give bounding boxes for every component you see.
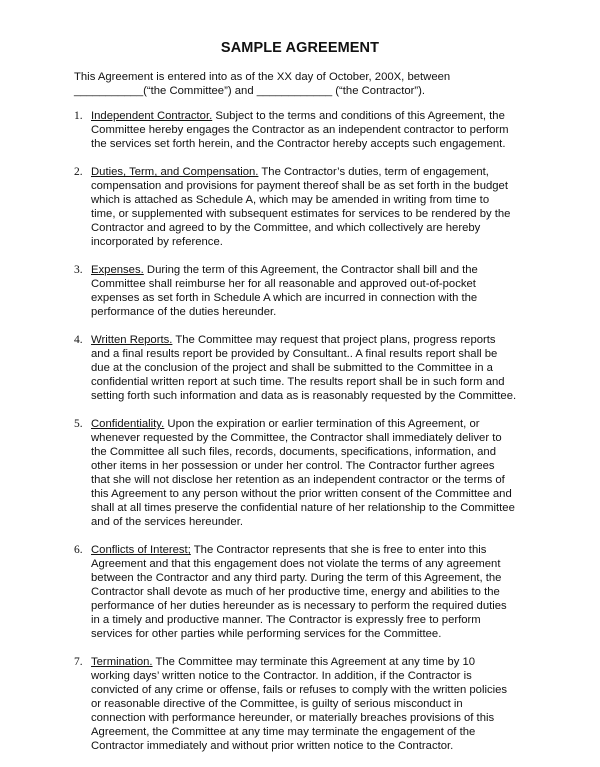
document-title: SAMPLE AGREEMENT (220, 40, 380, 56)
clause-text: Subject to the terms and conditions of this Agreement, the (212, 110, 505, 122)
clause-line: Agreement, the Committee at any time may terminate the engagement of the (91, 726, 476, 738)
clause-line: due at the conclusion of the project and shall be submitted to the Committee in a (91, 362, 493, 374)
clause-number: 2. (74, 166, 83, 178)
clause-line (91, 263, 514, 277)
clause-heading: Expenses. (91, 264, 144, 276)
clause-3 (74, 263, 514, 319)
clause-heading: Conflicts of Interest; (91, 544, 191, 556)
clause-heading: Independent Contractor. (91, 110, 213, 122)
clause-line: Committee hereby engages the Contractor as an independent contractor to perform (91, 124, 509, 136)
clause-text: Upon the expiration or earlier termination of this Agreement, or (164, 418, 480, 430)
clause-line (91, 417, 514, 431)
clause-line: performance of her duties hereunder as is necessary to perform the required duties (91, 600, 507, 612)
clause-line (91, 333, 514, 347)
clause-line: time, or supplemented with subsequent estimates for services to be rendered by the (91, 208, 511, 220)
clause-line: expenses as set forth in Schedule A which are incurred in connection with the (91, 292, 478, 304)
clause-text: The Committee may terminate this Agreement at any time by 10 (152, 656, 476, 668)
clause-line: whenever requested by the Committee, the Contractor shall immediately deliver to (91, 432, 502, 444)
clause-number: 6. (74, 544, 83, 556)
clause-heading: Duties, Term, and Compensation. (91, 166, 259, 178)
clause-line: incorporated by reference. (91, 236, 223, 248)
clause-number: 4. (74, 334, 83, 346)
clause-line: that she will not disclose her retention as an independent contractor or the terms of (91, 474, 505, 486)
clause-line: other items in her possession or under her control. The Contractor further agrees (91, 460, 495, 472)
clause-line: Contractor shall devote as much of her productive time, energy and abilities to the (91, 586, 500, 598)
clause-line: working days’ written notice to the Contractor. In addition, if the Contractor is (91, 670, 472, 682)
clause-number: 1. (74, 110, 83, 122)
clause-line: between the Contractor and any third party. During the term of this Agreement, the (91, 572, 502, 584)
clause-1 (74, 109, 514, 151)
clause-number: 5. (74, 418, 83, 430)
intro-line: ___________(“the Committee”) and ____________ (“the Contractor”). (74, 85, 426, 97)
clause-line: which is attached as Schedule A, which may be amended in writing from time to (91, 194, 490, 206)
clause-line: Contractor immediately and without prior written notice to the Contractor. (91, 740, 454, 752)
clause-line: services for other parties while performing services for the Committee. (91, 628, 442, 640)
clause-text: The Contractor represents that she is free to enter into this (190, 544, 487, 556)
clause-line (91, 165, 514, 179)
intro-paragraph (74, 70, 554, 98)
clause-line: and a final results report be provided by Consultant.. A final results report shall be (91, 348, 498, 360)
clause-line: the Committee all such files, records, documents, specifications, information, and (91, 446, 496, 458)
clause-7 (74, 655, 514, 753)
clause-line: performance of the duties hereunder. (91, 306, 277, 318)
clause-line: Contractor and agreed to by the Committee, and which collectively are hereby (91, 222, 481, 234)
clause-line (91, 543, 514, 557)
clause-heading: Termination. (91, 656, 153, 668)
clause-4 (74, 333, 517, 403)
clause-line: compensation and provisions for payment thereof shall be as set forth in the budget (91, 180, 508, 192)
clause-6 (74, 543, 514, 641)
clause-line: the services set forth herein, and the Contractor hereby accepts such engagement. (91, 138, 506, 150)
clause-list (74, 109, 517, 767)
clause-number: 3. (74, 264, 83, 276)
clause-line: convicted of any crime or offense, fails or refuses to comply with the written policies (91, 684, 508, 696)
clause-line: Agreement and that this engagement does not violate the terms of any agreement (91, 558, 501, 570)
clause-text: The Committee may request that project plans, progress reports (172, 334, 496, 346)
clause-line: this Agreement to any person without the prior written consent of the Committee and (91, 488, 512, 500)
clause-number: 7. (74, 656, 83, 668)
clause-line: setting forth such information and data as is reasonably requested by the Committee. (91, 390, 517, 402)
clause-line: Committee shall reimburse her for all reasonable and approved out-of-pocket (91, 278, 476, 290)
clause-line (91, 655, 514, 669)
clause-heading: Written Reports. (91, 334, 173, 346)
clause-2 (74, 165, 514, 249)
clause-line: shall at all times preserve the confidential nature of her relationship to the Committee (91, 502, 515, 514)
intro-line: This Agreement is entered into as of the XX day of October, 200X, between (74, 71, 451, 83)
clause-5 (74, 417, 514, 529)
clause-text: During the term of this Agreement, the Contractor shall bill and the (143, 264, 478, 276)
clause-heading: Confidentiality. (91, 418, 165, 430)
clause-line (91, 109, 514, 123)
clause-line: confidential written report at such time. The results report shall be in such form and (91, 376, 505, 388)
clause-line: in a timely and productive manner. The Contractor is expressly free to perform (91, 614, 481, 626)
clause-line: connection with performance hereunder, or materially breaches provisions of this (91, 712, 495, 724)
clause-line: or reasonable directive of the Committee, is guilty of serious misconduct in (91, 698, 463, 710)
clause-text: The Contractor’s duties, term of engagement, (258, 166, 489, 178)
clause-line: and of the services hereunder. (91, 516, 243, 528)
